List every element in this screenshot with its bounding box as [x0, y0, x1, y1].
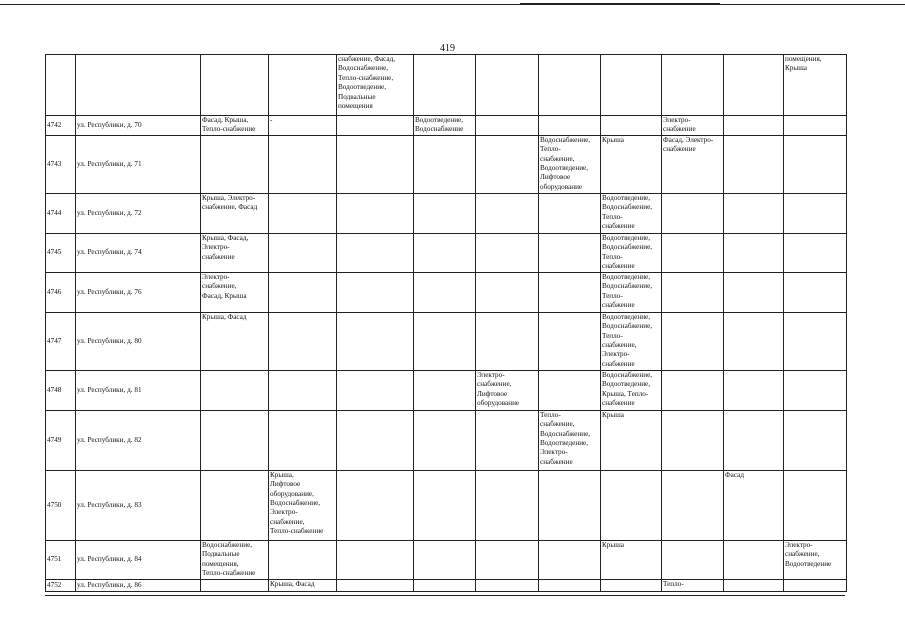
- work-type-cell: [784, 470, 847, 540]
- row-number-cell: 4744: [46, 193, 76, 233]
- work-type-cell: [601, 579, 662, 591]
- work-type-cell: [539, 272, 601, 312]
- table-row: [46, 410, 847, 470]
- work-type-cell: [476, 116, 539, 136]
- table-row: [46, 233, 847, 272]
- work-type-cell: Электро- снабжение, Фасад, Крыша: [201, 272, 269, 312]
- work-type-cell: [539, 540, 601, 579]
- table-row: [46, 540, 847, 579]
- work-type-cell: [269, 410, 337, 470]
- work-type-cell: [201, 470, 269, 540]
- work-type-cell: [539, 193, 601, 233]
- work-type-cell: [269, 135, 337, 193]
- work-type-cell: [476, 233, 539, 272]
- work-type-cell: [337, 410, 414, 470]
- work-type-cell: [662, 370, 724, 410]
- table-row: [46, 272, 847, 312]
- work-type-cell: Крыша: [601, 135, 662, 193]
- table-row: [46, 193, 847, 233]
- work-type-cell: Крыша, Лифтовое оборудование, Водоснабжение, Электро- снабжение, Тепло-снабжение: [269, 470, 337, 540]
- work-type-cell: [414, 272, 476, 312]
- work-type-cell: [724, 116, 784, 136]
- work-type-cell: [662, 233, 724, 272]
- work-type-cell: Водоотведение, Водоснабжение, Тепло- снабжение: [601, 233, 662, 272]
- work-type-cell: [539, 470, 601, 540]
- work-type-cell: [414, 579, 476, 591]
- work-type-cell: Водоснабжение, Подвальные помещения, Тепло-снабжение: [201, 540, 269, 579]
- work-type-cell: [662, 540, 724, 579]
- repair-schedule-table: [45, 54, 847, 592]
- work-type-cell: [476, 410, 539, 470]
- work-type-cell: Водоотведение, Водоснабжение, Тепло- снабжение, Электро- снабжение: [601, 312, 662, 370]
- row-number-cell: 4742: [46, 116, 76, 136]
- work-type-cell: Водоотведение, Водоснабжение: [414, 116, 476, 136]
- address-cell: ул. Республики, д. 71: [76, 135, 201, 193]
- page-number: 419: [440, 43, 455, 54]
- work-type-cell: [269, 272, 337, 312]
- work-type-cell: [724, 579, 784, 591]
- work-type-cell: [201, 135, 269, 193]
- work-type-cell: [337, 579, 414, 591]
- work-type-cell: [601, 470, 662, 540]
- work-type-cell: [724, 272, 784, 312]
- work-type-cell: [724, 370, 784, 410]
- work-type-cell: [784, 312, 847, 370]
- work-type-cell: [337, 116, 414, 136]
- work-type-cell: [784, 116, 847, 136]
- work-type-cell: [539, 116, 601, 136]
- work-type-cell: [476, 470, 539, 540]
- work-type-cell: Тепло-: [662, 579, 724, 591]
- table-row: [46, 312, 847, 370]
- top-rule-thick: [520, 3, 720, 5]
- work-type-cell: [269, 370, 337, 410]
- work-type-cell: [539, 370, 601, 410]
- table-row: [46, 370, 847, 410]
- work-type-cell: [337, 233, 414, 272]
- work-type-cell: [201, 410, 269, 470]
- work-type-cell: [724, 410, 784, 470]
- work-type-cell: [337, 470, 414, 540]
- work-type-cell: [269, 312, 337, 370]
- header-cell-col13: помещения, Крыша: [784, 55, 847, 116]
- work-type-cell: [724, 233, 784, 272]
- row-number-cell: 4745: [46, 233, 76, 272]
- work-type-cell: [724, 312, 784, 370]
- address-cell: ул. Республики, д. 82: [76, 410, 201, 470]
- work-type-cell: Водоснабжение, Тепло- снабжение, Водоотведение, Лифтовое оборудование: [539, 135, 601, 193]
- work-type-cell: Фасад: [724, 470, 784, 540]
- address-cell: ул. Республики, д. 84: [76, 540, 201, 579]
- address-cell: ул. Республики, д. 70: [76, 116, 201, 136]
- work-type-cell: [784, 135, 847, 193]
- address-cell: ул. Республики, д. 72: [76, 193, 201, 233]
- header-cell-col5: снабжение, Фасад, Водоснабжение, Тепло-снабжение, Водоотведение, Подвальные помещения: [337, 55, 414, 116]
- work-type-cell: [414, 410, 476, 470]
- work-type-cell: Крыша, Фасад: [201, 312, 269, 370]
- work-type-cell: [337, 370, 414, 410]
- work-type-cell: [662, 312, 724, 370]
- work-type-cell: Водоснабжение, Водоотведение, Крыша, Тепло- снабжение: [601, 370, 662, 410]
- work-type-cell: [337, 272, 414, 312]
- work-type-cell: [662, 193, 724, 233]
- work-type-cell: Крыша, Фасад, Электро- снабжение: [201, 233, 269, 272]
- work-type-cell: -: [269, 116, 337, 136]
- work-type-cell: [337, 135, 414, 193]
- work-type-cell: [269, 540, 337, 579]
- work-type-cell: Крыша: [601, 540, 662, 579]
- work-type-cell: [337, 312, 414, 370]
- work-type-cell: [476, 312, 539, 370]
- work-type-cell: Электро- снабжение, Лифтовое оборудование: [476, 370, 539, 410]
- address-cell: ул. Республики, д. 81: [76, 370, 201, 410]
- work-type-cell: Электро- снабжение: [662, 116, 724, 136]
- work-type-cell: [539, 579, 601, 591]
- work-type-cell: [539, 233, 601, 272]
- table-row: [46, 135, 847, 193]
- work-type-cell: [269, 233, 337, 272]
- work-type-cell: Крыша, Электро- снабжение, Фасад: [201, 193, 269, 233]
- work-type-cell: [784, 272, 847, 312]
- work-type-cell: [662, 470, 724, 540]
- address-cell: ул. Республики, д. 76: [76, 272, 201, 312]
- row-number-cell: 4743: [46, 135, 76, 193]
- work-type-cell: [201, 579, 269, 591]
- work-type-cell: Водоотведение, Водоснабжение, Тепло- снабжение: [601, 272, 662, 312]
- address-cell: ул. Республики, д. 74: [76, 233, 201, 272]
- address-cell: ул. Республики, д. 80: [76, 312, 201, 370]
- work-type-cell: Водоотведение, Водоснабжение, Тепло- снабжение: [601, 193, 662, 233]
- work-type-cell: [414, 135, 476, 193]
- work-type-cell: Тепло- снабжение, Водоснабжение, Водоотведение, Электро- снабжение: [539, 410, 601, 470]
- table-row: [46, 116, 847, 136]
- work-type-cell: [784, 579, 847, 591]
- work-type-cell: [201, 370, 269, 410]
- work-type-cell: [784, 233, 847, 272]
- work-type-cell: [662, 410, 724, 470]
- work-type-cell: [414, 470, 476, 540]
- work-type-cell: [414, 370, 476, 410]
- work-type-cell: [784, 410, 847, 470]
- row-number-cell: 4748: [46, 370, 76, 410]
- work-type-cell: [476, 193, 539, 233]
- work-type-cell: [784, 370, 847, 410]
- work-type-cell: [269, 193, 337, 233]
- bottom-rule: [45, 595, 845, 596]
- work-type-cell: [724, 135, 784, 193]
- work-type-cell: Крыша: [601, 410, 662, 470]
- work-type-cell: [539, 312, 601, 370]
- work-type-cell: [337, 193, 414, 233]
- work-type-cell: [662, 272, 724, 312]
- work-type-cell: [414, 540, 476, 579]
- work-type-cell: [784, 193, 847, 233]
- address-cell: ул. Республики, д. 86: [76, 579, 201, 591]
- table-row: [46, 579, 847, 591]
- work-type-cell: Фасад, Крыша, Тепло-снабжение: [201, 116, 269, 136]
- header-continuation-row: [46, 55, 847, 116]
- work-type-cell: [414, 193, 476, 233]
- row-number-cell: 4750: [46, 470, 76, 540]
- work-type-cell: [724, 540, 784, 579]
- top-rule: [0, 4, 905, 5]
- row-number-cell: 4746: [46, 272, 76, 312]
- table-row: [46, 470, 847, 540]
- work-type-cell: [601, 116, 662, 136]
- work-type-cell: Электро- снабжение, Водоотведение: [784, 540, 847, 579]
- work-type-cell: [476, 272, 539, 312]
- work-type-cell: [476, 579, 539, 591]
- work-type-cell: [414, 233, 476, 272]
- address-cell: ул. Республики, д. 83: [76, 470, 201, 540]
- row-number-cell: 4752: [46, 579, 76, 591]
- work-type-cell: Фасад, Электро- снабжение: [662, 135, 724, 193]
- work-type-cell: [337, 540, 414, 579]
- row-number-cell: 4747: [46, 312, 76, 370]
- work-type-cell: [476, 135, 539, 193]
- work-type-cell: [476, 540, 539, 579]
- work-type-cell: Крыша, Фасад: [269, 579, 337, 591]
- row-number-cell: 4749: [46, 410, 76, 470]
- row-number-cell: 4751: [46, 540, 76, 579]
- work-type-cell: [724, 193, 784, 233]
- work-type-cell: [414, 312, 476, 370]
